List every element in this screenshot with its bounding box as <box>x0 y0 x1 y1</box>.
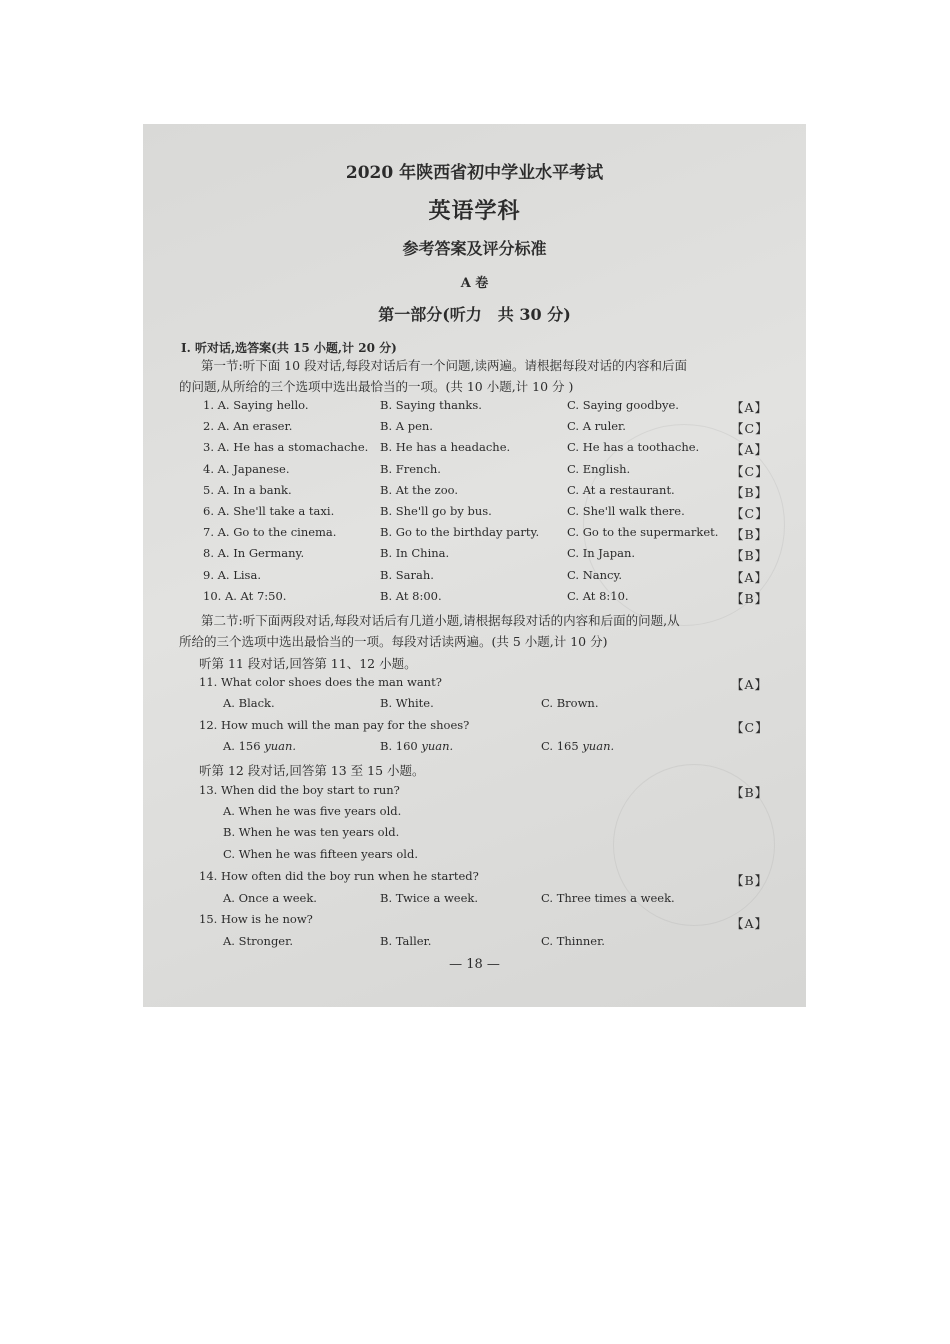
q15-stem: 15. How is he now? <box>199 912 313 926</box>
dialog-11-lead: 听第 11 段对话,回答第 11、12 小题。 <box>199 656 417 671</box>
q13-option-b: B. When he was ten years old. <box>223 825 400 839</box>
section1-intro-line1: 第一节:听下面 10 段对话,每段对话后有一个问题,读两遍。请根据每段对话的内容和后面 <box>201 358 688 373</box>
answer-key: 【B】 <box>731 548 769 564</box>
answer-key: 【A】 <box>731 400 769 415</box>
option-c: C. Saying goodbye. <box>567 398 679 412</box>
option-b: B. Saying thanks. <box>380 398 482 412</box>
q14-option-b: B. Twice a week. <box>380 891 479 905</box>
q14-stem: 14. How often did the boy run when he started? <box>199 869 479 883</box>
option-b: B. She'll go by bus. <box>380 504 492 518</box>
q13-answer: 【B】 <box>731 785 769 800</box>
answer-key: 【B】 <box>731 484 769 500</box>
q12-option-b: B. 160 yuan. <box>380 739 454 753</box>
q13-option-c: C. When he was fifteen years old. <box>223 847 418 861</box>
q15-option-a: A. Stronger. <box>223 934 293 948</box>
option-b: B. At the zoo. <box>380 482 458 497</box>
q15-option-c: C. Thinner. <box>541 934 605 948</box>
scanned-page <box>143 124 806 1007</box>
q12-option-c: C. 165 yuan. <box>541 739 615 753</box>
option-a: 9. A. Lisa. <box>203 567 261 582</box>
option-c: C. He has a toothache. <box>567 440 700 455</box>
page-number: — 18 — <box>449 957 500 972</box>
option-c: C. Nancy. <box>567 567 623 582</box>
q12-option-a: A. 156 yuan. <box>223 739 297 753</box>
option-c: C. A ruler. <box>567 419 626 434</box>
option-c: C. At 8:10. <box>567 588 629 603</box>
option-a: 8. A. In Germany. <box>203 546 305 561</box>
q12-answer: 【C】 <box>731 720 769 735</box>
answer-key: 【B】 <box>731 527 769 543</box>
answer-key: 【A】 <box>731 442 769 458</box>
option-b: B. At 8:00. <box>380 588 442 603</box>
answer-key: 【C】 <box>731 421 769 437</box>
q11-option-a: A. Black. <box>223 696 275 710</box>
answer-key: 【C】 <box>731 506 769 521</box>
option-b: B. A pen. <box>380 419 433 434</box>
section2-intro-line2: 所给的三个选项中选出最恰当的一项。每段对话读两遍。(共 5 小题,计 10 分) <box>179 634 608 649</box>
subject-title: 英语学科 <box>428 198 521 224</box>
section2-intro-line1: 第二节:听下面两段对话,每段对话后有几道小题,请根据每段对话的内容和后面的问题,从 <box>201 613 680 628</box>
option-b: B. In China. <box>380 546 450 561</box>
option-a: 5. A. In a bank. <box>203 482 292 497</box>
option-b: B. Go to the birthday party. <box>380 525 540 540</box>
part-heading: 第一部分(听力 共 30 分) <box>378 305 571 324</box>
section1-intro-line2: 的问题,从所给的三个选项中选出最恰当的一项。(共 10 小题,计 10 分 ) <box>179 379 574 394</box>
answer-key-subtitle: 参考答案及评分标准 <box>402 239 547 258</box>
q14-option-a: A. Once a week. <box>223 891 317 905</box>
q11-stem: 11. What color shoes does the man want? <box>199 675 442 689</box>
exam-title: 2020 年陕西省初中学业水平考试 <box>345 163 604 183</box>
option-b: B. French. <box>380 461 441 476</box>
q11-option-b: B. White. <box>380 696 434 710</box>
dialog-12-lead: 听第 12 段对话,回答第 13 至 15 小题。 <box>199 763 425 778</box>
section-heading: Ⅰ. 听对话,选答案(共 15 小题,计 20 分) <box>181 341 397 355</box>
q11-option-c: C. Brown. <box>541 696 599 710</box>
option-a: 4. A. Japanese. <box>203 461 290 476</box>
option-c: C. She'll walk there. <box>567 504 685 518</box>
option-a: 3. A. He has a stomachache. <box>203 440 369 455</box>
option-c: C. At a restaurant. <box>567 482 675 497</box>
option-a: 1. A. Saying hello. <box>203 398 309 412</box>
option-a: 2. A. An eraser. <box>203 419 293 434</box>
answer-key: 【C】 <box>731 463 769 479</box>
q13-option-a: A. When he was five years old. <box>223 804 402 818</box>
q15-option-b: B. Taller. <box>380 934 432 948</box>
option-a: 7. A. Go to the cinema. <box>203 525 337 540</box>
q15-answer: 【A】 <box>731 916 769 931</box>
option-a: 6. A. She'll take a taxi. <box>203 504 335 518</box>
option-a: 10. A. At 7:50. <box>203 588 287 603</box>
option-b: B. He has a headache. <box>380 440 511 455</box>
q11-answer: 【A】 <box>731 677 769 692</box>
option-c: C. In Japan. <box>567 546 636 561</box>
paper-label: A 卷 <box>460 276 489 291</box>
option-b: B. Sarah. <box>380 567 434 582</box>
q13-stem: 13. When did the boy start to run? <box>199 783 400 797</box>
answer-key: 【B】 <box>731 590 769 606</box>
option-c: C. Go to the supermarket. <box>567 525 719 540</box>
q14-option-c: C. Three times a week. <box>541 891 675 905</box>
q14-answer: 【B】 <box>731 873 769 888</box>
option-c: C. English. <box>567 461 631 476</box>
q12-stem: 12. How much will the man pay for the shoes? <box>199 718 470 732</box>
answer-key: 【A】 <box>731 569 769 585</box>
